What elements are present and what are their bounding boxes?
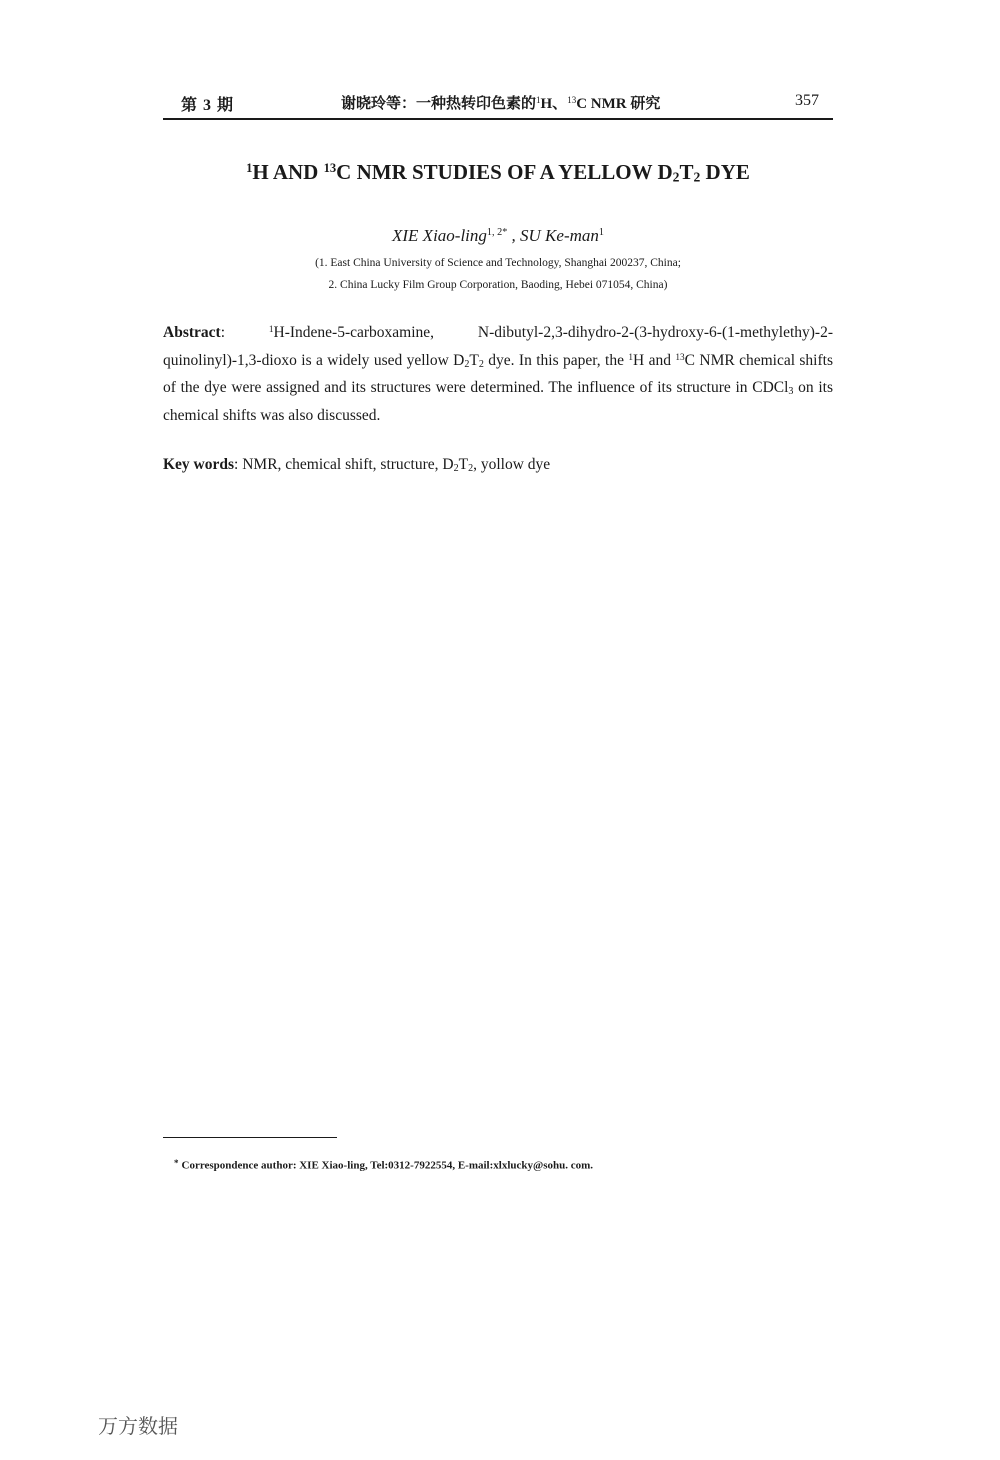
footnote-divider [163,1137,337,1138]
author-line: XIE Xiao-ling$^{1, 2*}$ , SU Ke-man$^1$ [392,226,604,245]
running-title: 谢晓玲等：一种热转印色素的$^1$H、$^{13}$C NMR 研究 [341,95,661,112]
paper-title: $^1$H AND $^{13}$C NMR STUDIES OF A YELLOW $D_2T_2$ DYE [246,160,750,185]
affiliation-line: (1. East China University of Science and Technology, Shanghai 200237, China; [315,257,681,269]
running-header [163,88,833,120]
keywords: Key words: NMR, chemical shift, structure, $D_2T_2$, yollow dye [163,456,551,474]
page-number: 357 [795,92,819,109]
keywords-label: Key words [163,456,235,473]
abstract: Abstract: $^1$H-Indene-5-carboxamine, N-dibutyl-2,3-dihydro-2-(3-hydroxy-6-(1-methylethy)-2-quinolinyl)-1,3-dioxo is a widely used yellow $D_2T_2$ dye. In this paper, the $^1$H and $^{13}$C NMR chemical shifts of the dye were assigned and its structures were determined. The influence of its structure in CDCl$_3$ on its chemical shifts was also discussed. [163,324,833,424]
issue-number: 第 3 期 [181,97,235,114]
author-name: XIE Xiao-ling [392,226,487,245]
footnote: * Correspondence author: XIE Xiao-ling, Tel:0312-7922554, E-mail:xlxlucky@sohu. com. [174,1158,594,1172]
affiliation-line: 2. China Lucky Film Group Corporation, Baoding, Hebei 071054, China) [328,279,668,291]
author-name: SU Ke-man [520,226,599,245]
watermark: 万方数据 [98,1414,178,1438]
abstract-label: Abstract [163,324,221,341]
